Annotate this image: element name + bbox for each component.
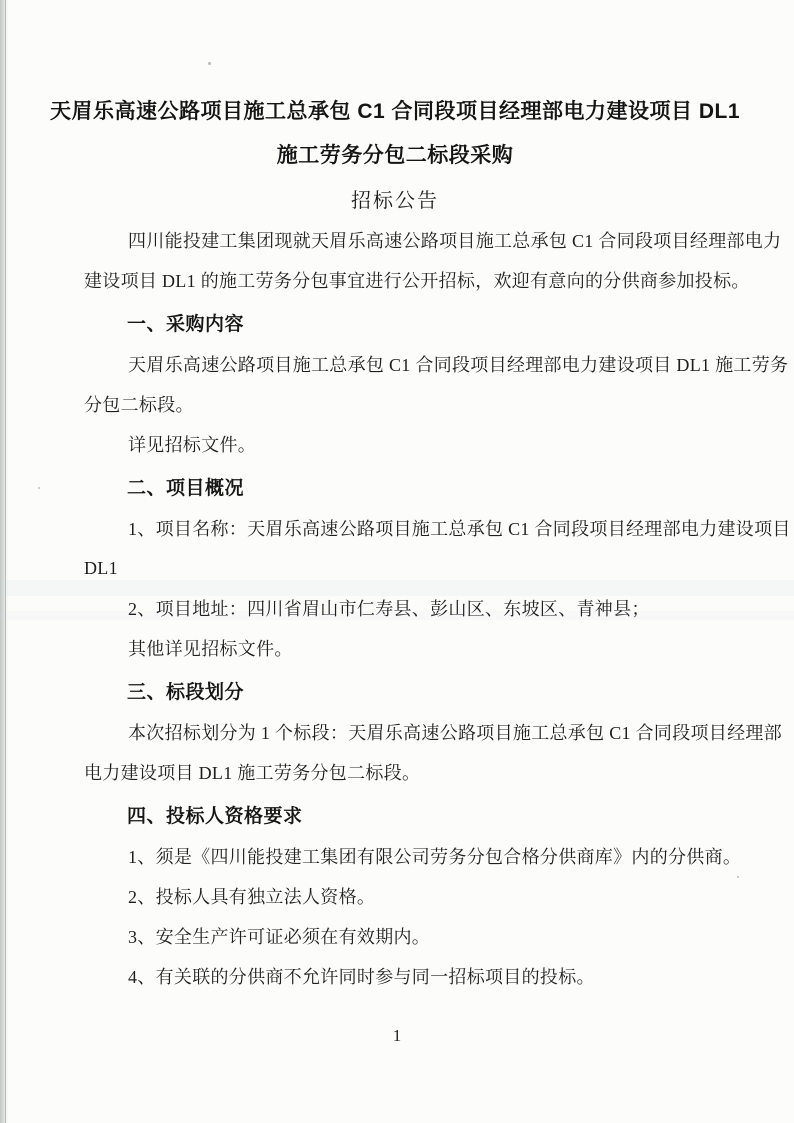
body-line: 本次招标划分为 1 个标段：天眉乐高速公路项目施工总承包 C1 合同段项目经理部	[128, 723, 783, 743]
document-title-line-1: 天眉乐高速公路项目施工总承包 C1 合同段项目经理部电力建设项目 DL1	[49, 100, 741, 123]
notice-type-heading: 招标公告	[351, 189, 439, 212]
document-body	[49, 88, 791, 996]
page-number: 1	[392, 1026, 402, 1045]
body-line: 分包二标段。	[84, 395, 194, 415]
intro-paragraph-line: 建设项目 DL1 的施工劳务分包事宜进行公开招标，欢迎有意向的分供商参加投标。	[84, 271, 750, 291]
section-heading-bidder-qualification: 四、投标人资格要求	[127, 805, 303, 827]
section-heading-procurement-content: 一、采购内容	[127, 313, 245, 335]
scan-speck	[38, 487, 40, 489]
scan-edge-line	[5, 0, 6, 1123]
document-title-line-2: 施工劳务分包二标段采购	[276, 144, 514, 167]
body-line: 4、有关联的分供商不允许同时参与同一招标项目的投标。	[128, 967, 595, 987]
scan-speck	[208, 62, 211, 65]
body-line: 1、须是《四川能投建工集团有限公司劳务分包合格分供商库》内的分供商。	[128, 847, 742, 867]
body-line: 3、安全生产许可证必须在有效期内。	[128, 927, 431, 947]
body-line: 电力建设项目 DL1 施工劳务分包二标段。	[84, 763, 421, 783]
section-heading-bid-section-division: 三、标段划分	[127, 681, 245, 703]
intro-paragraph-line: 四川能投建工集团现就天眉乐高速公路项目施工总承包 C1 合同段项目经理部电力	[128, 231, 782, 251]
scan-edge-shadow	[0, 0, 8, 1123]
scan-speck	[737, 876, 739, 878]
body-line: 天眉乐高速公路项目施工总承包 C1 合同段项目经理部电力建设项目 DL1 施工劳务	[128, 355, 789, 375]
body-line: 2、项目地址：四川省眉山市仁寿县、彭山区、东坡区、青神县；	[128, 599, 650, 619]
body-line: 其他详见招标文件。	[128, 639, 293, 659]
body-line: 2、投标人具有独立法人资格。	[128, 887, 376, 907]
body-line: 详见招标文件。	[128, 435, 257, 455]
section-heading-project-overview: 二、项目概况	[127, 477, 245, 499]
body-line: 1、项目名称：天眉乐高速公路项目施工总承包 C1 合同段项目经理部电力建设项目	[128, 519, 791, 539]
body-line: DL1	[84, 557, 118, 578]
